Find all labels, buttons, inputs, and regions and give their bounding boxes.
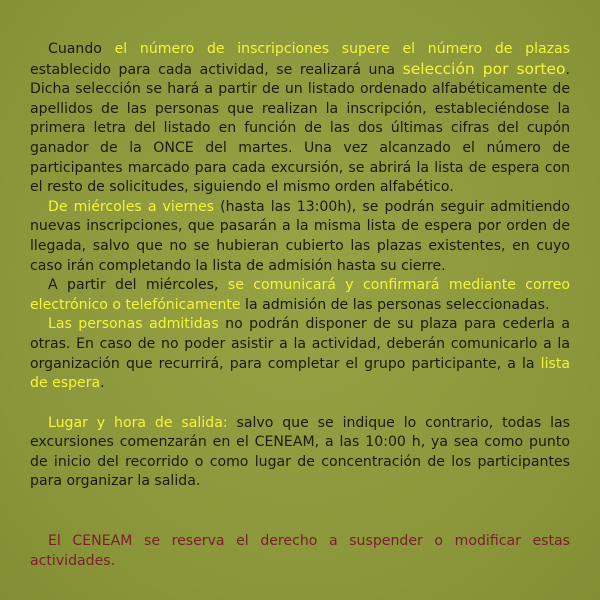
text: salvo que se indique lo contrario, todas las excursiones comenzarán en el CENEAM, a las 10:00 h, ya sea como punto de inicio del recorrido o como lugar de concentración de los participantes para organizar la salida. (30, 414, 570, 490)
spacer (30, 492, 570, 532)
paragraph-selection (30, 40, 570, 198)
highlight-text: De miércoles a viernes (48, 198, 214, 215)
text: . Dicha selección se hará a partir de un listado ordenado alfabéticamente de apellidos de las personas que realizan la inscripción, estableciéndose la primera letra del listado en función de las dos últimas cifras del cupón ganador de la ONCE del martes. Una vez alcanzado el número de participantes marcado para cada excursión, se abrirá la lista de espera con el resto de solicitudes, siguiendo el mismo orden alfabético. (30, 61, 570, 196)
highlight-text: se comunicará y confirmará mediante correo electrónico o telefónicamente (30, 277, 571, 313)
text: la admisión de las personas seleccionadas. (240, 296, 550, 313)
document-body (30, 40, 570, 571)
text: Cuando (48, 41, 115, 57)
highlight-text: el número de inscripciones supere el número de plazas (114, 41, 570, 57)
text: no podrán disponer de su plaza para cederla a otras. En caso de no poder asistir a la actividad, deberán comunicarlo a la organización que recurrirá, para completar el grupo participante, a la (30, 316, 570, 372)
text: A partir del miércoles, (48, 277, 228, 294)
highlight-text: Lugar y hora de salida: (48, 414, 228, 431)
text: . (100, 375, 105, 392)
text: establecido para cada actividad, se realizará una (30, 61, 403, 78)
text: (hasta las 13:00h), se podrán seguir admitiendo nuevas inscripciones, que pasarán a la misma lista de espera por orden de llegada, salvo que no se hubieran cubierto las plazas existentes, en cuyo caso irán completando la lista de admisión hasta su cierre. (30, 198, 570, 274)
highlight-text: selección por sorteo (402, 59, 566, 78)
paragraph-confirmation (30, 276, 570, 315)
paragraph-departure (30, 414, 570, 492)
highlight-text: Las personas admitidas (48, 316, 219, 333)
notice-text: El CENEAM se reserva el derecho a suspender o modificar estas actividades. (30, 533, 570, 569)
paragraph-admitted (30, 315, 570, 393)
highlight-text: lista de espera (30, 355, 570, 392)
spacer (30, 394, 570, 414)
paragraph-waitlist (30, 198, 570, 276)
